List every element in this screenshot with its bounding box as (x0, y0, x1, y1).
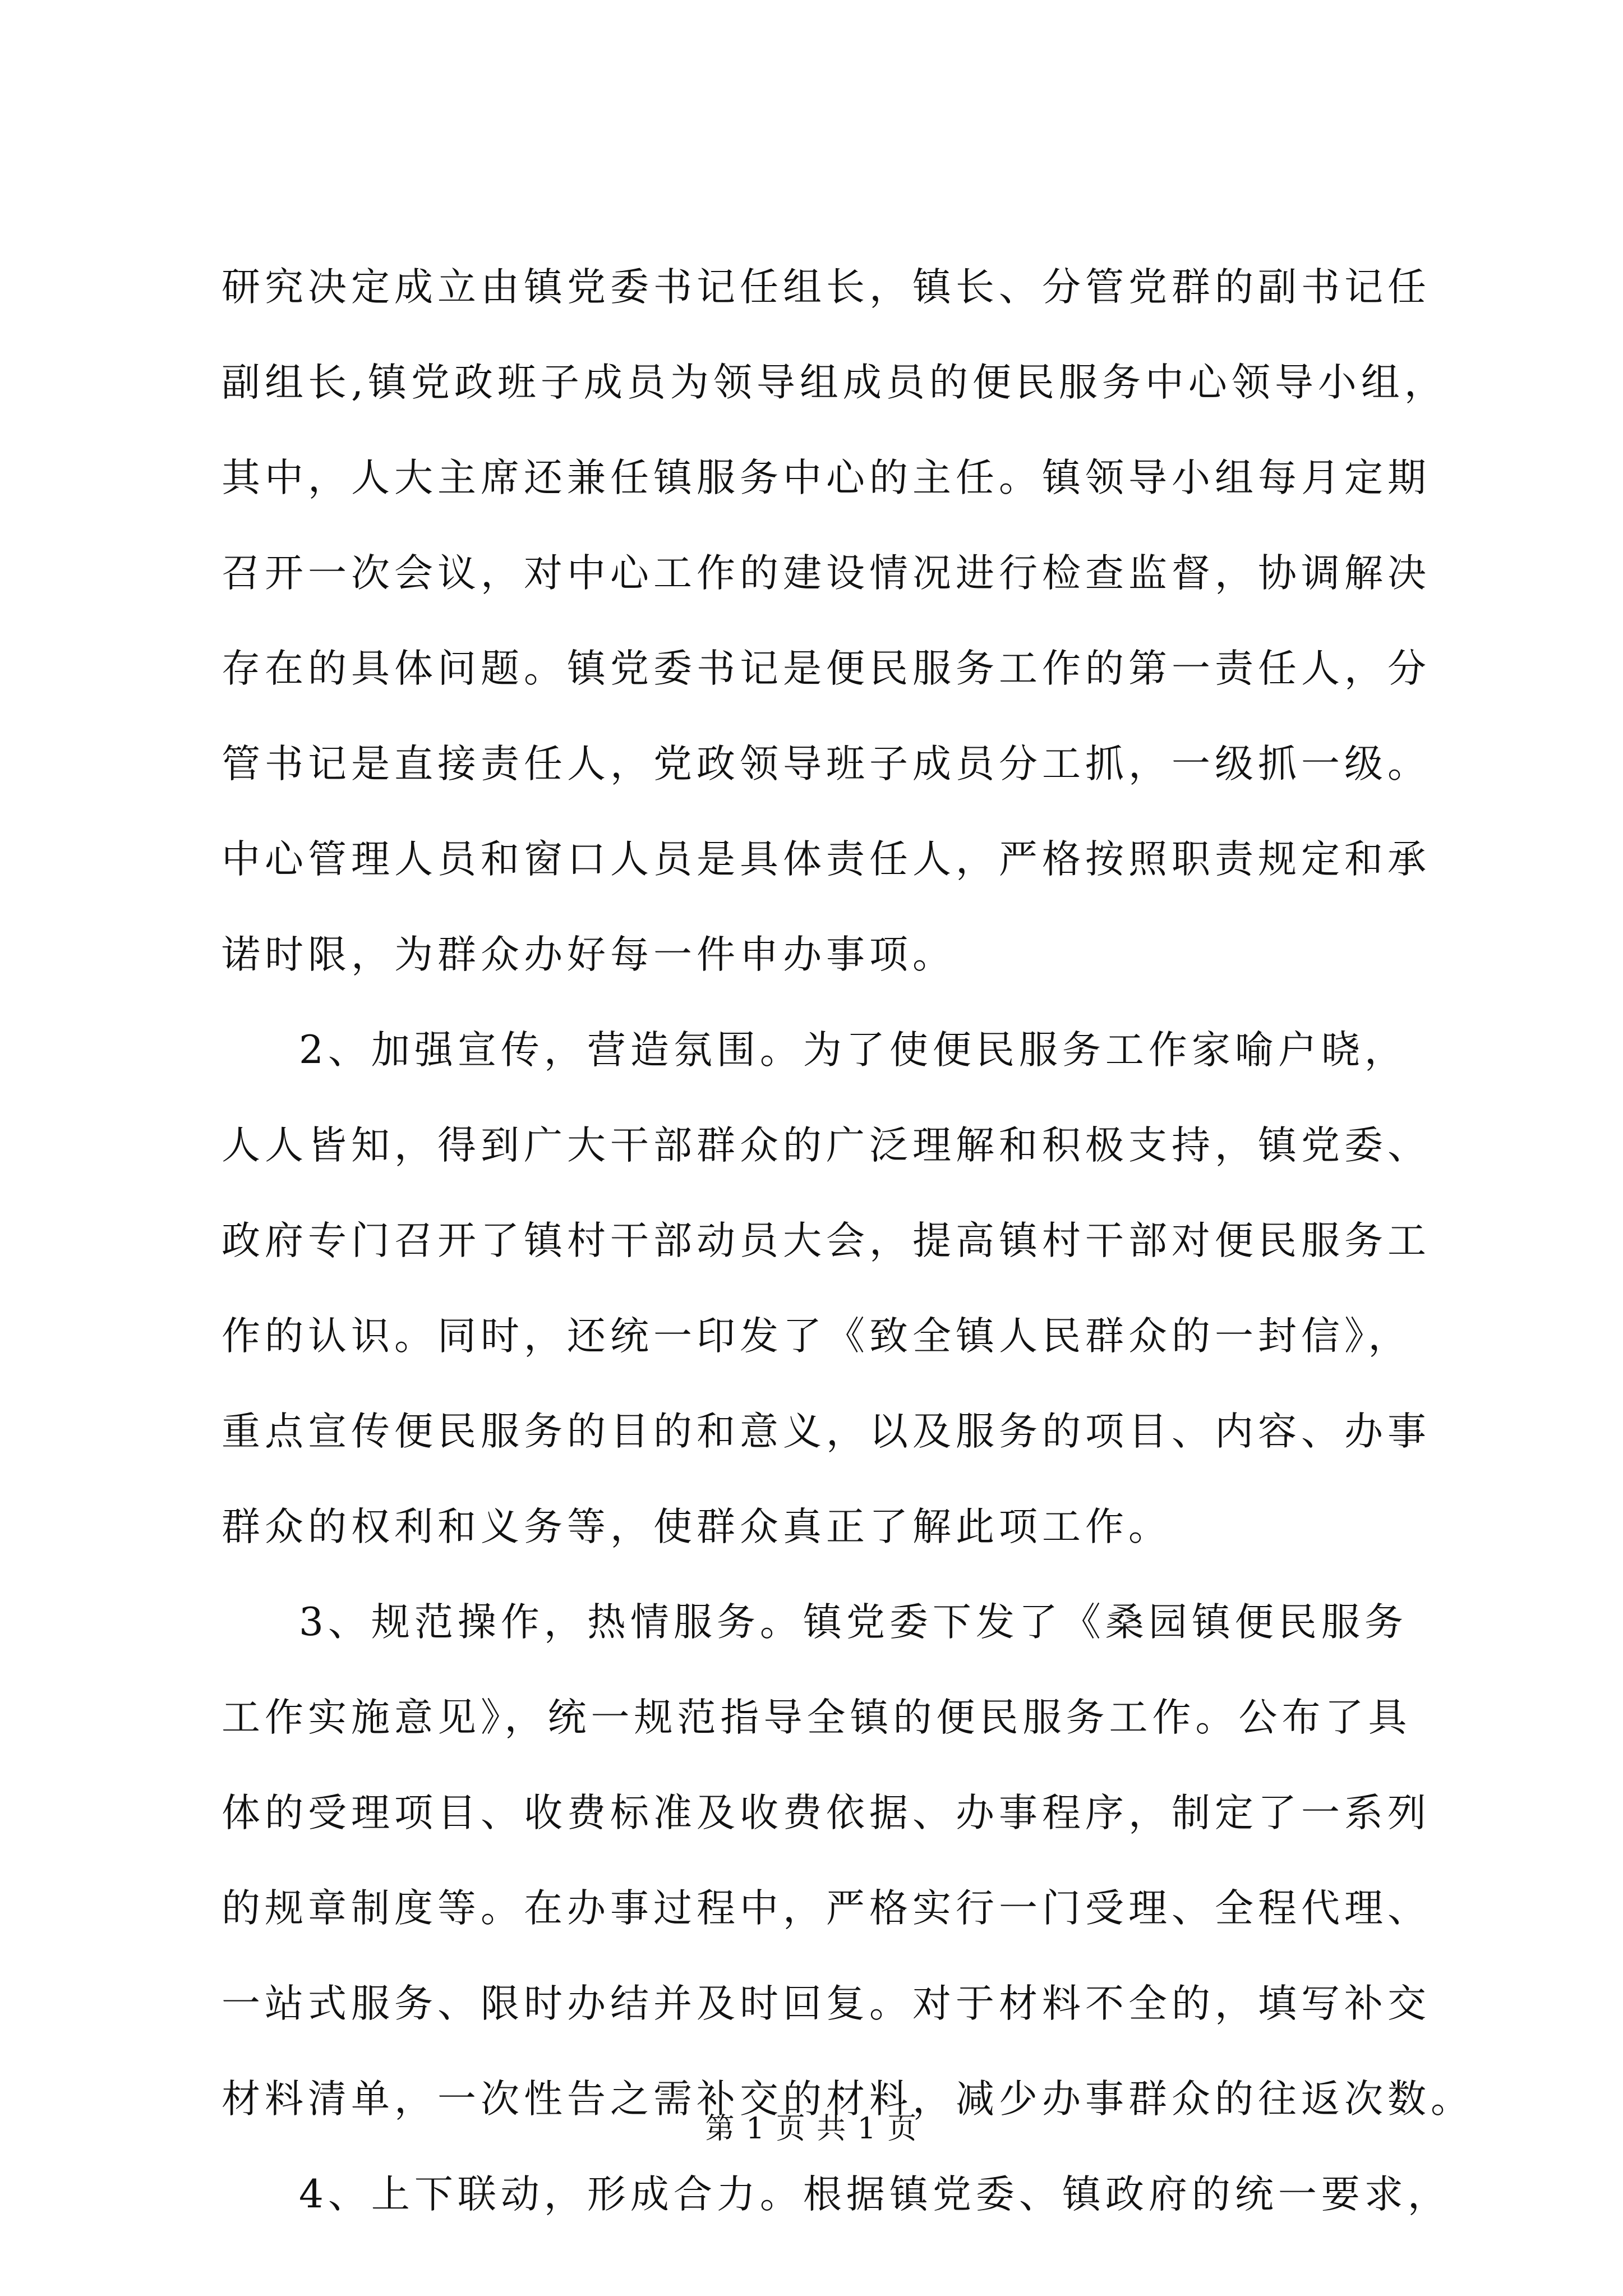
text-line: 研究决定成立由镇党委书记任组长，镇长、分管党群的副书记任 (222, 265, 1431, 310)
paragraph-first-line: 2、加强宣传，营造氛围。为了使便民服务工作家喻户晓， (299, 1028, 1408, 1073)
text-line: 存在的具体问题。镇党委书记是便民服务工作的第一责任人，分 (222, 646, 1431, 691)
text-line: 诺时限，为群众办好每一件申办事项。 (222, 932, 956, 977)
text-line: 副组长,镇党政班子成员为领导组成员的便民服务中心领导小组， (222, 360, 1447, 405)
paragraph-first-line: 3、规范操作，热情服务。镇党委下发了《桑园镇便民服务 (299, 1600, 1408, 1645)
text-line: 工作实施意见》，统一规范指导全镇的便民服务工作。公布了具 (222, 1695, 1412, 1740)
page-footer: 第 1 页 共 1 页 (705, 2112, 918, 2146)
text-line: 人人皆知，得到广大干部群众的广泛理解和积极支持，镇党委、 (222, 1123, 1431, 1168)
text-line: 召开一次会议，对中心工作的建设情况进行检查监督，协调解决 (222, 551, 1431, 596)
text-line: 管书记是直接责任人，党政领导班子成员分工抓，一级抓一级。 (222, 742, 1431, 786)
text-line: 作的认识。同时，还统一印发了《致全镇人民群众的一封信》， (222, 1314, 1412, 1359)
text-line: 政府专门召开了镇村干部动员大会，提高镇村干部对便民服务工 (222, 1218, 1431, 1263)
text-line: 群众的权利和义务等，使群众真正了解此项工作。 (222, 1504, 1172, 1549)
text-line: 其中，人大主席还兼任镇服务中心的主任。镇领导小组每月定期 (222, 455, 1431, 500)
paragraph-first-line: 4、上下联动，形成合力。根据镇党委、镇政府的统一要求， (299, 2172, 1451, 2217)
text-line: 重点宣传便民服务的目的和意义，以及服务的项目、内容、办事 (222, 1409, 1431, 1454)
text-line: 的规章制度等。在办事过程中，严格实行一门受理、全程代理、 (222, 1886, 1431, 1931)
text-line: 体的受理项目、收费标准及收费依据、办事程序，制定了一系列 (222, 1791, 1431, 1835)
text-line: 一站式服务、限时办结并及时回复。对于材料不全的，填写补交 (222, 1981, 1431, 2026)
text-line: 材料清单，一次性告之需补交的材料，减少办事群众的往返次数。 (222, 2077, 1474, 2122)
document-body (222, 264, 1474, 2266)
text-line: 中心管理人员和窗口人员是具体责任人，严格按照职责规定和承 (222, 837, 1431, 882)
